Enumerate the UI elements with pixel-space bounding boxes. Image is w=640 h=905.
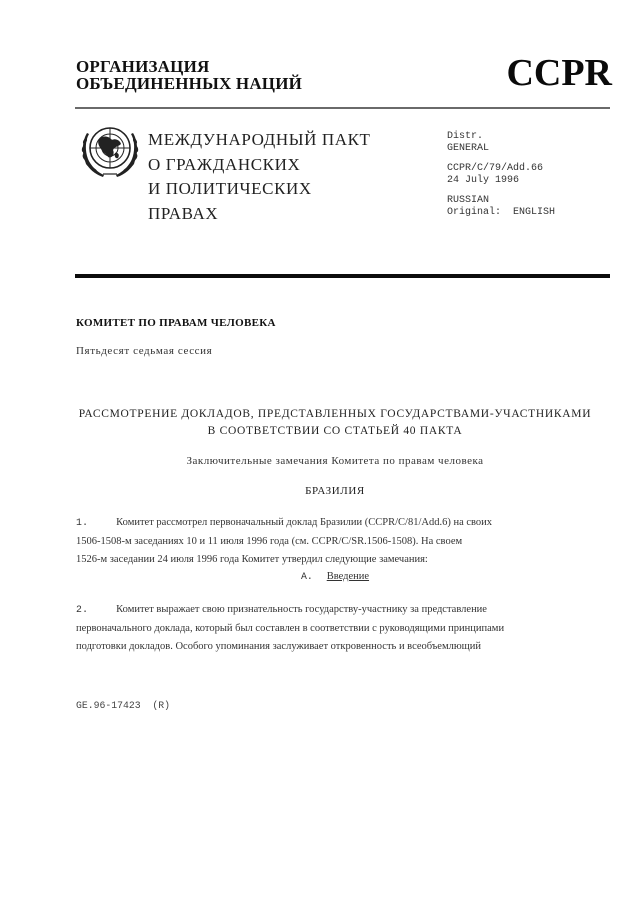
covenant-title bbox=[148, 128, 371, 226]
document-language: RUSSIAN bbox=[447, 195, 490, 206]
covenant-title-line-1: МЕЖДУНАРОДНЫЙ ПАКТ bbox=[148, 130, 371, 149]
organization-name bbox=[76, 58, 302, 92]
distribution-label: Distr. bbox=[447, 131, 484, 142]
original-label: Original: bbox=[447, 206, 502, 218]
document-title-line-2: В СООТВЕТСТВИИ СО СТАТЬЕЙ 40 ПАКТА bbox=[207, 425, 463, 437]
paragraph-number: 2. bbox=[76, 604, 89, 615]
document-subtitle: Заключительные замечания Комитета по правам человека bbox=[186, 455, 484, 467]
section-heading-a bbox=[0, 571, 640, 582]
un-emblem-icon bbox=[79, 119, 141, 181]
original-language bbox=[447, 207, 555, 219]
document-code: GE.96-17423 (R) bbox=[76, 700, 171, 711]
paragraph-number: 1. bbox=[76, 517, 89, 528]
covenant-title-line-4: ПРАВАХ bbox=[148, 203, 219, 223]
country-heading: БРАЗИЛИЯ bbox=[305, 485, 365, 497]
paragraph-1 bbox=[76, 514, 596, 570]
distribution-value: GENERAL bbox=[447, 142, 490, 154]
covenant-title-line-3: И ПОЛИТИЧЕСКИХ bbox=[148, 179, 312, 198]
paragraph-2-line-1 bbox=[76, 601, 596, 620]
session-name: Пятьдесят седьмая сессия bbox=[76, 345, 213, 357]
organization-name-line-2: ОБЪЕДИНЕННЫХ НАЦИЙ bbox=[76, 74, 303, 93]
document-metadata bbox=[447, 131, 555, 218]
paragraph-text: Комитет выражает свою признательность государству-участнику за представление bbox=[116, 604, 487, 615]
document-title-line-1: РАССМОТРЕНИЕ ДОКЛАДОВ, ПРЕДСТАВЛЕННЫХ ГОСУДАРСТВАМИ-УЧАСТНИКАМИ bbox=[78, 408, 592, 420]
covenant-title-line-2: О ГРАЖДАНСКИХ bbox=[148, 154, 301, 174]
section-label: Введение bbox=[326, 571, 370, 582]
document-series-symbol: CCPR bbox=[506, 52, 612, 94]
header-divider bbox=[75, 107, 610, 109]
section-number: A. bbox=[300, 571, 313, 582]
original-value: ENGLISH bbox=[513, 206, 556, 218]
document-title bbox=[0, 406, 640, 440]
organization-name-line-1: ОРГАНИЗАЦИЯ bbox=[76, 57, 210, 76]
committee-name: КОМИТЕТ ПО ПРАВАМ ЧЕЛОВЕКА bbox=[76, 317, 276, 329]
paragraph-1-line-2: 1506-1508-м заседаниях 10 и 11 июля 1996 года (см. CCPR/C/SR.1506-1508). На своем bbox=[76, 535, 463, 547]
paragraph-2 bbox=[76, 601, 596, 657]
paragraph-1-line-1 bbox=[76, 514, 596, 533]
section-divider bbox=[75, 274, 610, 278]
paragraph-2-line-3: подготовки докладов. Особого упоминания заслуживает откровенность и всеобъемлющий bbox=[76, 641, 482, 652]
paragraph-2-line-2: первоначального доклада, который был составлен в соответствии с руководящими принципами bbox=[76, 622, 505, 634]
paragraph-1-line-3: 1526-м заседании 24 июля 1996 года Комитет утвердил следующие замечания: bbox=[76, 554, 428, 565]
document-date: 24 July 1996 bbox=[447, 174, 520, 186]
paragraph-text: Комитет рассмотрел первоначальный доклад Бразилии (CCPR/C/81/Add.6) на своих bbox=[116, 517, 493, 528]
document-symbol: CCPR/C/79/Add.66 bbox=[447, 163, 544, 174]
